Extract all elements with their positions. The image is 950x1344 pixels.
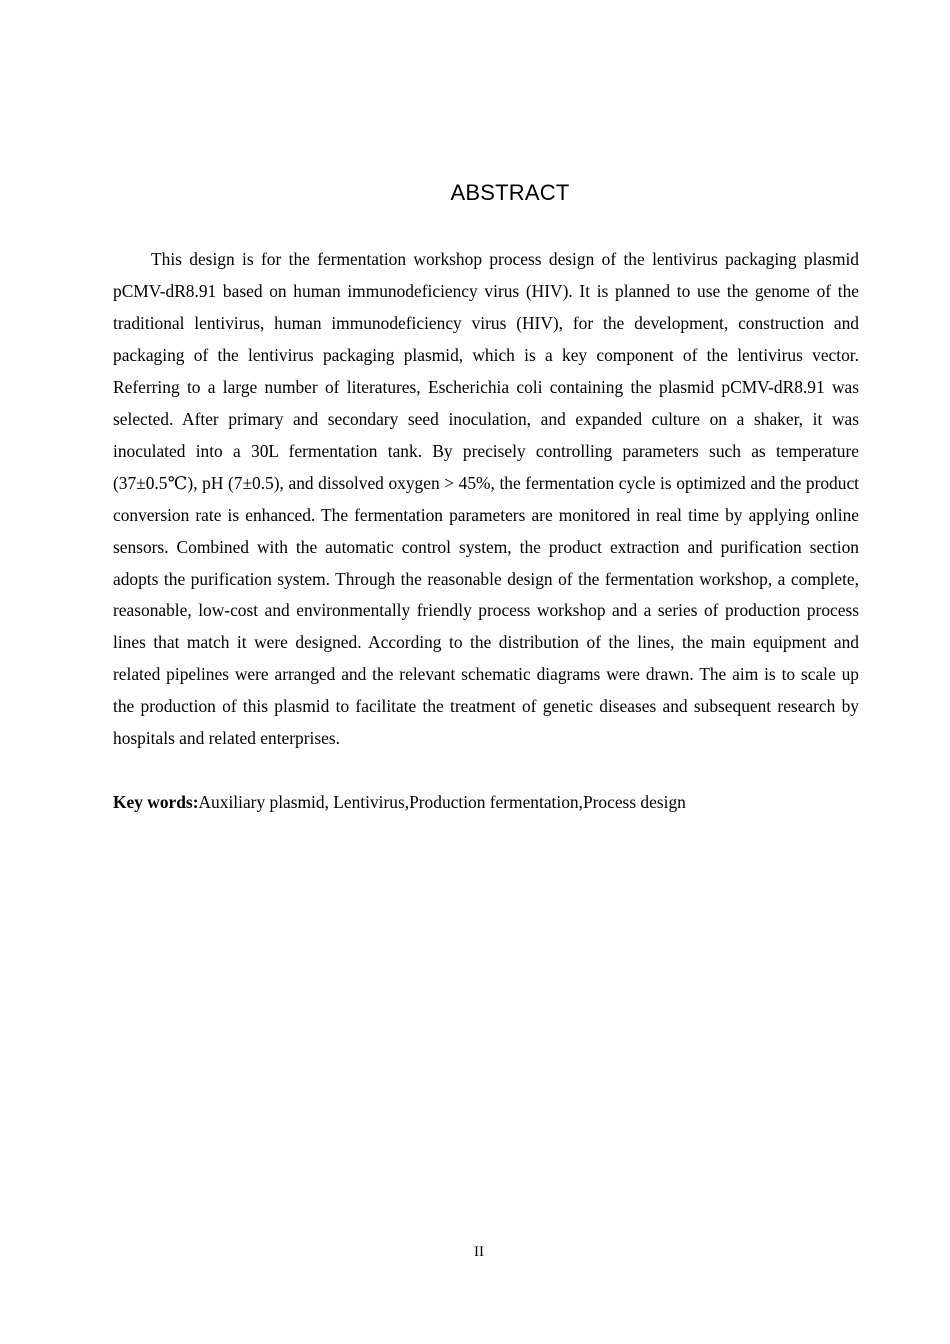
- page-number: II: [474, 1244, 484, 1260]
- abstract-title: ABSTRACT: [450, 180, 570, 205]
- abstract-paragraph: This design is for the fermentation workshop process design of the lentivirus packaging plasmid pCMV-dR8.91 based on human immunodeficiency virus (HIV). It is planned to use the genome of the traditional lentivirus, human immunodeficiency virus (HIV), for the development, construction and packaging of the lentivirus packaging plasmid, which is a key component of the lentivirus vector. Referring to a large number of literatures, Escherichia coli containing the plasmid pCMV-dR8.91 was selected. After primary and secondary seed inoculation, and expanded culture on a shaker, it was inoculated into a 30L fermentation tank. By precisely controlling parameters such as temperature (37±0.5℃), pH (7±0.5), and dissolved oxygen > 45%, the fermentation cycle is optimized and the product conversion rate is enhanced. The fermentation parameters are monitored in real time by applying online sensors. Combined with the automatic control system, the product extraction and purification section adopts the purification system. Through the reasonable design of the fermentation workshop, a complete, reasonable, low-cost and environmentally friendly process workshop and a series of production process lines that match it were designed. According to the distribution of the lines, the main equipment and related pipelines were arranged and the relevant schematic diagrams were drawn. The aim is to scale up the production of this plasmid to facilitate the treatment of genetic diseases and subsequent research by hospitals and related enterprises.: [113, 249, 859, 749]
- keywords-value: Auxiliary plasmid, Lentivirus,Production fermentation,Process design: [198, 792, 686, 812]
- keywords-label: Key words:: [113, 792, 199, 812]
- keywords-line: [113, 787, 873, 819]
